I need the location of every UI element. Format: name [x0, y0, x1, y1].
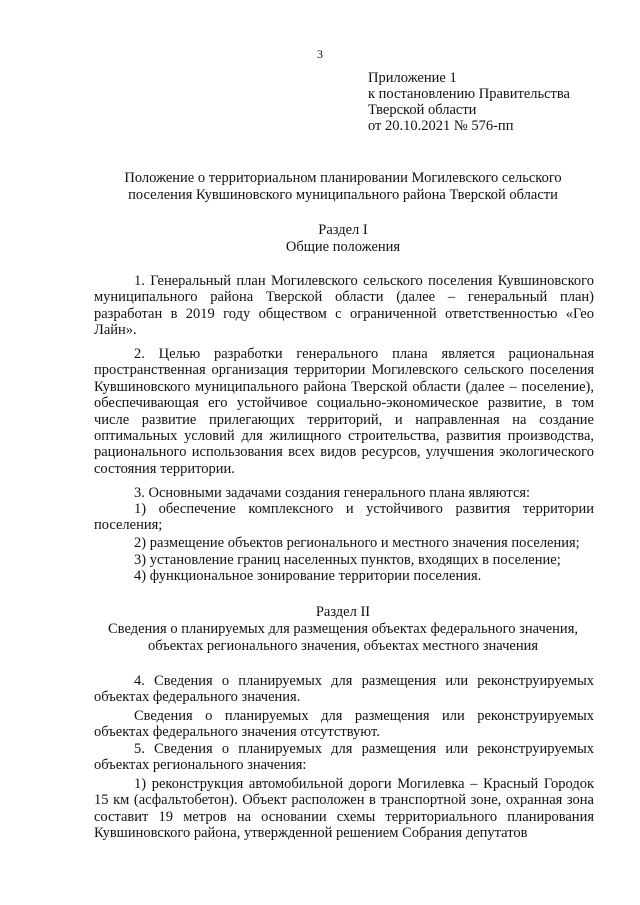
page-number: 3 [317, 47, 323, 61]
section-subheading-line: объектах регионального значения, объектах местного значения [147, 638, 539, 654]
list-item: 3) установление границ населенных пунктов, входящих в поселение; [134, 552, 561, 568]
document-title [90, 170, 596, 204]
section-2-heading [90, 604, 596, 655]
paragraph: 3. Основными задачами создания генерального плана являются: [134, 485, 531, 501]
section-heading: Раздел II [315, 604, 371, 620]
document-title-line: Положение о территориальном планировании Могилевского сельского [124, 170, 562, 186]
paragraph: 1. Генеральный план Могилевского сельского поселения Кувшиновского муниципального района Тверской области (далее – генеральный план) разработан в 2019 году обществом с ограниченной ответственностью «Гео Лайн». [94, 273, 594, 339]
paragraph: 5. Сведения о планируемых для размещения или реконструируемых объектах регионального значения: [94, 741, 594, 774]
appendix-line: Приложение 1 [368, 70, 457, 86]
list-item: 1) обеспечение комплексного и устойчивого развития территории поселения; [94, 501, 594, 534]
section-1-heading [90, 222, 596, 256]
list-item: 1) реконструкция автомобильной дороги Могилевка – Красный Городок 15 км (асфальтобетон). Объект расположен в транспортной зоне, охранная зона составит 19 метров на основании схемы территориального планирования Кувшиновского района, утвержденной решением Собрания депутатов [94, 776, 594, 842]
appendix-line: Тверской области [368, 102, 477, 118]
section-heading: Раздел I [318, 222, 368, 238]
section-subheading-line: Сведения о планируемых для размещения объектах федерального значения, [108, 621, 578, 637]
paragraph: Сведения о планируемых для размещения или реконструируемых объектах федерального значения отсутствуют. [94, 708, 594, 741]
document-title-line: поселения Кувшиновского муниципального района Тверской области [128, 187, 558, 203]
list-item: 2) размещение объектов регионального и местного значения поселения; [134, 535, 580, 551]
appendix-line: к постановлению Правительства [368, 86, 570, 102]
section-subheading: Общие положения [285, 239, 401, 255]
paragraph: 2. Целью разработки генерального плана является рациональная пространственная организация территории Могилевского сельского поселения Кувшиновского муниципального района Тверской области (далее – поселение), обеспечивающая его устойчивое социально-экономическое развитие, в том числе развитие прилегающих территорий, и направленная на создание оптимальных условий для жилищного строительства, развития производства, рационального использования всех видов ресурсов, улучшения экологического состояния территории. [94, 346, 594, 477]
list-item: 4) функциональное зонирование территории поселения. [134, 568, 482, 584]
appendix-line: от 20.10.2021 № 576-пп [368, 118, 514, 134]
appendix-header [368, 70, 570, 134]
paragraph: 4. Сведения о планируемых для размещения или реконструируемых объектах федерального значения. [94, 673, 594, 706]
